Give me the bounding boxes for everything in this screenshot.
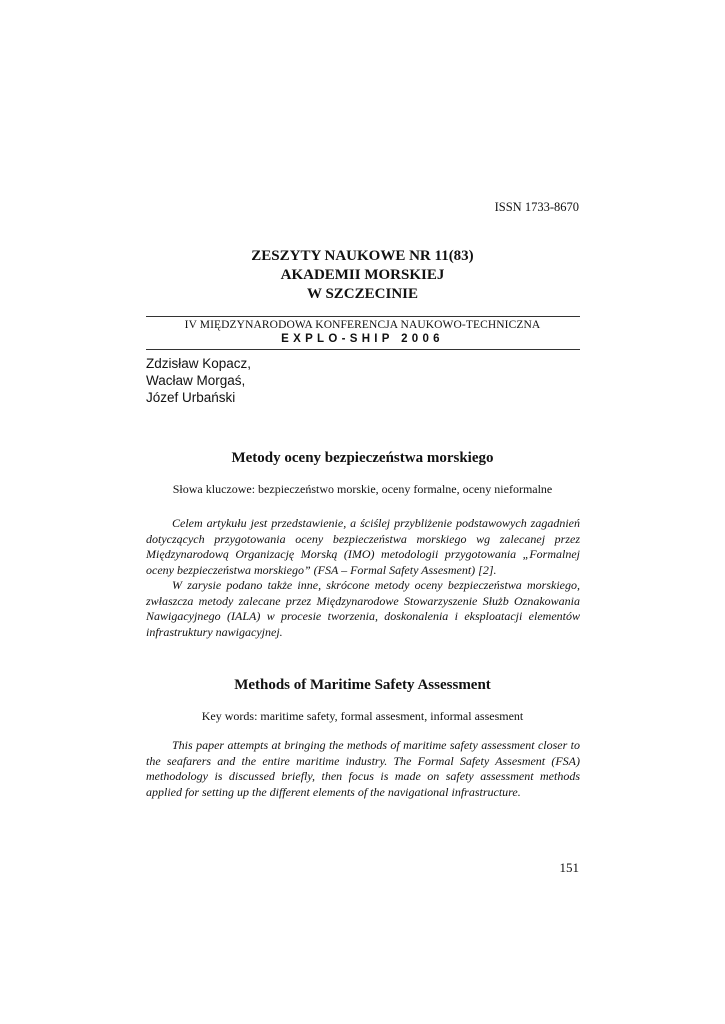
top-divider (146, 316, 580, 317)
journal-title-line-1: ZESZYTY NAUKOWE NR 11(83) (251, 248, 474, 264)
polish-abstract-paragraph-2: W zarysie podano także inne, skrócone metody oceny bezpieczeństwa morskiego, zwłaszcza metody zalecane przez Międzynarodowe Stowarzyszenie Służb Oznakowania Nawigacyjnego (IALA) w procesie tworzenia, doskonalenia i eksploatacji elementów infrastruktury nawigacyjnej. (146, 578, 580, 639)
polish-abstract (146, 516, 580, 640)
english-title: Methods of Maritime Safety Assessment (234, 677, 491, 693)
issn-number: ISSN 1733-8670 (494, 200, 579, 214)
journal-title-line-3: W SZCZECINIE (306, 286, 418, 302)
page-number: 151 (559, 860, 579, 875)
author-1: Zdzisław Kopacz, (146, 356, 252, 371)
english-keywords: Key words: maritime safety, formal assesment, informal assesment (201, 709, 524, 723)
polish-abstract-paragraph-1: Celem artykułu jest przedstawienie, a ściślej przybliżenie podstawowych zagadnień dotyczących przygotowania oceny bezpieczeństwa morskiego wg zalecanej przez Międzynarodową Organizację Morską (IMO) metodologii przygotowania „Formalnej oceny bezpieczeństwa morskiego” (FSA – Formal Safety Assesment) [2]. (146, 516, 580, 577)
author-2: Wacław Morgaś, (146, 373, 246, 388)
journal-title (0, 247, 725, 304)
author-3: Józef Urbański (146, 390, 236, 405)
english-abstract-paragraph-1: This paper attempts at bringing the methods of maritime safety assessment closer to the seafarers and the entire maritime industry. The Formal Safety Assesment (FSA) methodology is discussed briefly, then focus is made on safety assessment methods applied for setting up the different elements of the navigational infrastructure. (146, 738, 580, 799)
bottom-divider (146, 349, 580, 350)
author-list (146, 355, 251, 406)
english-abstract (146, 738, 580, 800)
conference-name: IV MIĘDZYNARODOWA KONFERENCJA NAUKOWO-TECHNICZNA (184, 319, 541, 331)
polish-keywords: Słowa kluczowe: bezpieczeństwo morskie, oceny formalne, oceny nieformalne (172, 482, 553, 496)
journal-title-line-2: AKADEMII MORSKIEJ (280, 267, 445, 283)
conference-event: EXPLO-SHIP 2006 (281, 333, 444, 345)
polish-title: Metody oceny bezpieczeństwa morskiego (231, 450, 494, 466)
